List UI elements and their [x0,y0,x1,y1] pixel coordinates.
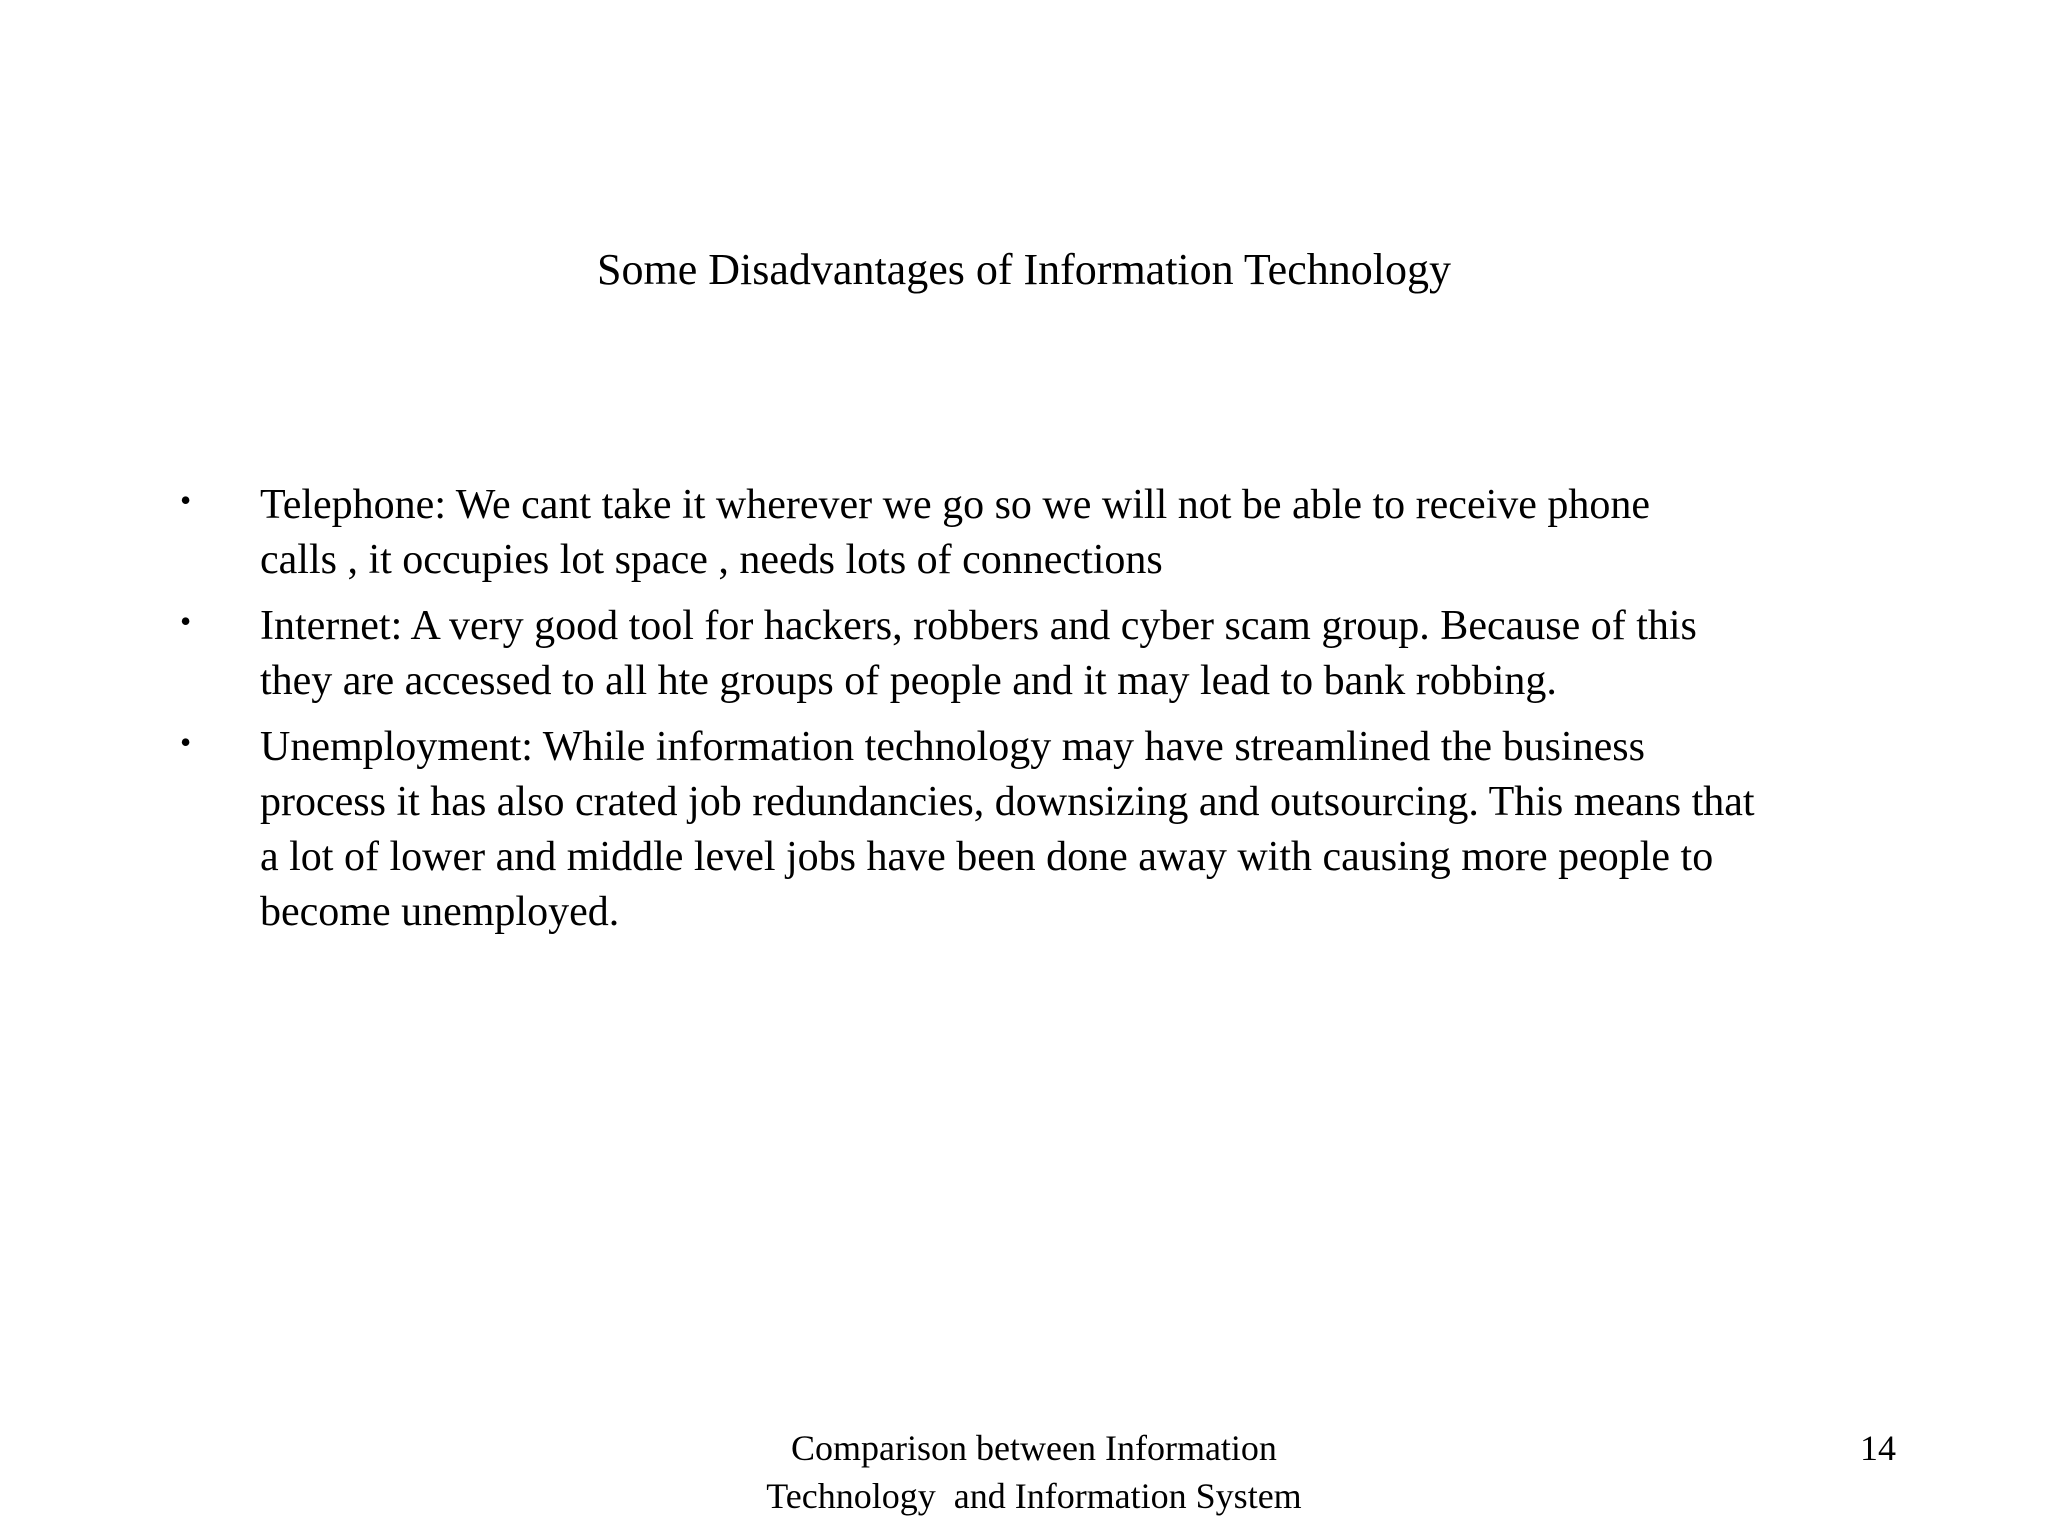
bullet-item-internet [180,599,1900,709]
footer-text [634,1424,1434,1520]
bullet-line: Telephone: We cant take it wherever we go so we will not be able to receive phone [260,482,1651,528]
bullet-line: Unemployment: While information technology may have streamlined the business [260,724,1645,770]
bullet-icon: • [180,603,192,639]
bullet-item-telephone [180,478,1900,588]
slide-title: Some Disadvantages of Information Technology [597,245,1451,294]
bullet-line: calls , it occupies lot space , needs lots of connections [260,537,1163,583]
bullet-line: they are accessed to all hte groups of people and it may lead to bank robbing. [260,658,1557,704]
page-number: 14 [1860,1428,1896,1468]
footer-line: Technology and Information System [766,1476,1302,1516]
bullet-line: a lot of lower and middle level jobs have been done away with causing more people to [260,834,1714,880]
bullet-line: Internet: A very good tool for hackers, robbers and cyber scam group. Because of this [260,603,1697,649]
bullet-icon: • [180,482,192,518]
bullet-item-unemployment [180,720,1900,940]
bullet-list [180,478,1900,951]
footer-line: Comparison between Information [791,1428,1277,1468]
bullet-line: become unemployed. [260,889,620,935]
bullet-line: process it has also crated job redundancies, downsizing and outsourcing. This means that [260,779,1755,825]
bullet-icon: • [180,724,192,760]
